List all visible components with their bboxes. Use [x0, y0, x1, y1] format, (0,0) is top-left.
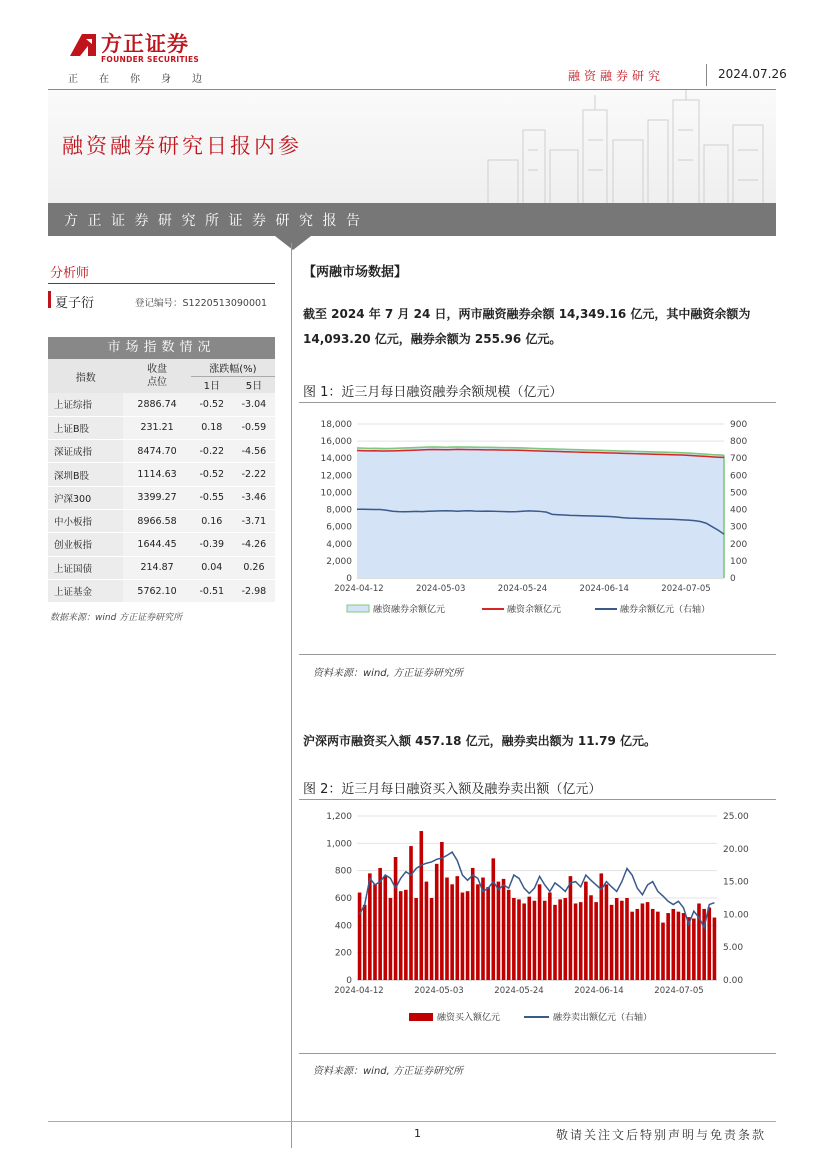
bar-financing-buy [389, 898, 393, 980]
y-left-tick-label: 14,000 [320, 454, 352, 465]
bar-financing-buy [569, 876, 573, 980]
bar-financing-buy [373, 884, 377, 980]
bar-financing-buy [461, 893, 465, 980]
y-left-tick-label: 6,000 [326, 522, 352, 533]
x-tick-label: 2024-07-05 [661, 584, 711, 594]
bar-financing-buy [543, 901, 547, 980]
legend-swatch-financing-buy [409, 1013, 433, 1021]
column-divider [291, 243, 292, 1148]
cell-d1: 0.16 [191, 509, 233, 532]
y-left-tick-label: 1,000 [326, 839, 352, 850]
bar-financing-buy [445, 878, 449, 981]
y-left-tick-label: 16,000 [320, 437, 352, 448]
table-row [48, 579, 275, 602]
table-row [48, 463, 275, 486]
disclaimer-note: 敬请关注文后特别声明与免责条款 [556, 1128, 767, 1142]
cell-close: 5762.10 [123, 579, 190, 602]
y-right-tick-label: 600 [730, 471, 748, 482]
col-5d: 5日 [233, 376, 275, 393]
y-right-tick-label: 0 [730, 574, 736, 584]
report-title: 融资融券研究日报内参 [62, 134, 302, 158]
bar-financing-buy [522, 903, 526, 980]
y-right-tick-label: 20.00 [723, 844, 749, 855]
cell-name: 深圳B股 [48, 463, 123, 486]
col-1d: 1日 [191, 376, 233, 393]
page-number: 1 [414, 1127, 421, 1140]
y-left-tick-label: 0 [346, 976, 352, 986]
legend-label-total: 融资融券余额亿元 [373, 605, 446, 615]
figure2-top-rule [299, 799, 776, 800]
bar-financing-buy [687, 917, 691, 980]
section-heading: 【两融市场数据】 [303, 265, 408, 280]
cell-close: 214.87 [123, 556, 190, 579]
bar-financing-buy [563, 898, 567, 980]
figure2-chart [299, 804, 776, 1032]
analyst-registration: 登记编号：S1220513090001 [135, 298, 268, 309]
analyst-rule [48, 283, 275, 284]
legend-label-lending: 融券余额亿元（右轴） [620, 605, 711, 615]
bar-financing-buy [651, 909, 655, 980]
y-left-tick-label: 4,000 [326, 539, 352, 550]
cell-d1: 0.04 [191, 556, 233, 579]
x-tick-label: 2024-04-12 [334, 986, 384, 996]
cell-close: 8966.58 [123, 509, 190, 532]
y-right-tick-label: 25.00 [723, 812, 749, 822]
market-table-source: 数据来源：wind 方正证券研究所 [50, 613, 183, 623]
bar-financing-buy [440, 842, 444, 980]
bar-financing-buy [471, 868, 475, 980]
cell-d5: 0.26 [233, 556, 275, 579]
bar-financing-buy [646, 902, 650, 980]
bar-financing-buy [512, 898, 516, 980]
table-row [48, 416, 275, 439]
bar-financing-buy [399, 891, 403, 980]
bar-financing-buy [394, 857, 398, 980]
y-right-tick-label: 300 [730, 522, 748, 533]
legend-label-financing-buy: 融资买入额亿元 [437, 1013, 501, 1023]
cell-d1: -0.22 [191, 440, 233, 463]
col-change: 涨跌幅(%) [191, 359, 275, 376]
y-left-tick-label: 8,000 [326, 505, 352, 516]
figure2-caption: 图 2：近三月每日融资买入额及融券卖出额（亿元） [303, 782, 602, 797]
table-row [48, 440, 275, 463]
x-tick-label: 2024-06-14 [579, 584, 629, 594]
bar-financing-buy [502, 879, 506, 980]
report-subtitle: 方正证券研究所证券研究报告 [64, 213, 370, 229]
x-tick-label: 2024-05-24 [497, 584, 548, 594]
bar-financing-buy [589, 895, 593, 980]
bar-financing-buy [533, 901, 537, 980]
cell-name: 上证B股 [48, 416, 123, 439]
cell-name: 深证成指 [48, 440, 123, 463]
table-row [48, 486, 275, 509]
bar-financing-buy [574, 903, 578, 980]
slogan: 正在你身边 [68, 74, 223, 85]
x-tick-label: 2024-05-24 [494, 986, 544, 996]
bar-financing-buy [630, 912, 634, 980]
bar-financing-buy [476, 884, 480, 980]
cell-d5: -3.71 [233, 509, 275, 532]
cell-d5: -2.22 [233, 463, 275, 486]
bar-financing-buy [517, 899, 521, 980]
figure1-caption: 图 1：近三月每日融资融券余额规模（亿元） [303, 385, 563, 400]
bar-financing-buy [656, 912, 660, 980]
cell-close: 231.21 [123, 416, 190, 439]
bar-financing-buy [455, 876, 459, 980]
legend-swatch-total [347, 605, 369, 612]
y-right-tick-label: 700 [730, 454, 748, 465]
figure1-top-rule [299, 402, 776, 403]
bar-financing-buy [713, 918, 717, 980]
bar-financing-buy [425, 882, 429, 980]
header-divider [706, 64, 707, 86]
cell-name: 中小板指 [48, 509, 123, 532]
footer-rule [48, 1121, 776, 1122]
brand-name-en: FOUNDER SECURITIES [101, 55, 200, 64]
x-tick-label: 2024-04-12 [334, 584, 384, 594]
cell-d1: -0.55 [191, 486, 233, 509]
cell-name: 上证基金 [48, 579, 123, 602]
cell-d1: -0.52 [191, 393, 233, 416]
x-tick-label: 2024-05-03 [414, 986, 464, 996]
bar-financing-buy [661, 923, 665, 980]
table-row [48, 556, 275, 579]
y-left-tick-label: 400 [334, 921, 352, 932]
y-left-tick-label: 600 [334, 894, 352, 904]
bar-financing-buy [707, 908, 711, 980]
figure2-source: 资料来源：wind, 方正证券研究所 [313, 1066, 463, 1077]
bar-financing-buy [594, 902, 598, 980]
analyst-name: 夏子衍 [55, 296, 95, 311]
y-left-tick-label: 12,000 [320, 471, 352, 482]
figure2-bottom-rule [299, 1053, 776, 1054]
cell-d5: -2.98 [233, 579, 275, 602]
report-date: 2024.07.26 [718, 67, 787, 81]
cell-d5: -4.56 [233, 440, 275, 463]
legend-label-short-sell: 融券卖出额亿元（右轴） [553, 1013, 653, 1023]
bar-financing-buy [579, 902, 583, 980]
bar-financing-buy [538, 884, 542, 980]
trading-paragraph: 沪深两市融资买入额 457.18 亿元，融券卖出额为 11.79 亿元。 [303, 734, 656, 748]
bar-financing-buy [409, 846, 413, 980]
y-right-tick-label: 0.00 [723, 976, 744, 986]
report-category: 融资融券研究 [568, 69, 665, 83]
y-left-tick-label: 0 [346, 574, 352, 584]
cell-close: 3399.27 [123, 486, 190, 509]
bar-financing-buy [553, 905, 557, 980]
balance-paragraph: 截至 2024 年 7 月 24 日，两市融资融券余额 14,349.16 亿元，其中融资余额为 14,093.20 亿元，融券余额为 255.96 亿元。 [303, 307, 751, 346]
bar-financing-buy [414, 898, 418, 980]
y-right-tick-label: 100 [730, 556, 748, 567]
col-close: 收盘 点位 [123, 359, 190, 393]
bar-financing-buy [677, 912, 681, 980]
cell-d1: -0.39 [191, 533, 233, 556]
bar-financing-buy [692, 919, 696, 981]
y-right-tick-label: 500 [730, 488, 748, 499]
bar-financing-buy [558, 899, 562, 980]
market-table-title: 市场指数情况 [48, 337, 275, 359]
bar-financing-buy [625, 898, 629, 980]
figure1-bottom-rule [299, 654, 776, 655]
cell-d1: -0.51 [191, 579, 233, 602]
bar-financing-buy [615, 898, 619, 980]
bar-financing-buy [666, 913, 670, 980]
bar-financing-buy [497, 882, 501, 980]
analyst-heading: 分析师 [50, 266, 90, 281]
cell-d1: 0.18 [191, 416, 233, 439]
bar-financing-buy [584, 882, 588, 980]
bar-financing-buy [404, 890, 408, 980]
market-index-table [48, 359, 275, 603]
bar-financing-buy [363, 905, 367, 980]
bar-financing-buy [527, 897, 531, 980]
bar-financing-buy [635, 909, 639, 980]
cell-d5: -3.46 [233, 486, 275, 509]
bar-financing-buy [491, 858, 495, 980]
bar-notch [275, 236, 311, 250]
col-index: 指数 [48, 359, 123, 393]
bar-financing-buy [450, 884, 454, 980]
cell-close: 1114.63 [123, 463, 190, 486]
bar-financing-buy [481, 878, 485, 981]
x-tick-label: 2024-06-14 [574, 986, 624, 996]
table-row [48, 393, 275, 416]
y-left-tick-label: 800 [334, 866, 352, 877]
y-right-tick-label: 900 [730, 420, 748, 430]
y-left-tick-label: 10,000 [320, 488, 352, 499]
bar-financing-buy [383, 876, 387, 980]
x-tick-label: 2024-07-05 [654, 986, 704, 996]
founder-logo-icon [68, 30, 98, 60]
cell-name: 创业板指 [48, 533, 123, 556]
cell-d5: -3.04 [233, 393, 275, 416]
y-right-tick-label: 10.00 [723, 910, 749, 921]
bar-financing-buy [671, 909, 675, 980]
bar-financing-buy [358, 893, 362, 980]
bar-financing-buy [610, 905, 614, 980]
cell-close: 1644.45 [123, 533, 190, 556]
cell-name: 沪深300 [48, 486, 123, 509]
bar-financing-buy [466, 891, 470, 980]
cell-close: 2886.74 [123, 393, 190, 416]
y-right-tick-label: 15.00 [723, 877, 749, 888]
bar-financing-buy [378, 868, 382, 980]
bar-financing-buy [486, 887, 490, 980]
table-row [48, 509, 275, 532]
cell-name: 上证国债 [48, 556, 123, 579]
cell-d5: -4.26 [233, 533, 275, 556]
table-row [48, 533, 275, 556]
cell-d5: -0.59 [233, 416, 275, 439]
bar-financing-buy [620, 901, 624, 980]
cell-name: 上证综指 [48, 393, 123, 416]
y-right-tick-label: 400 [730, 505, 748, 516]
analyst-marker [48, 291, 51, 308]
brand-name: 方正证券 [101, 32, 189, 56]
bar-financing-buy [548, 893, 552, 980]
series-area-total-balance [357, 447, 724, 578]
y-right-tick-label: 800 [730, 437, 748, 448]
y-left-tick-label: 1,200 [326, 812, 352, 822]
y-left-tick-label: 2,000 [326, 556, 352, 567]
legend-label-financing: 融资余额亿元 [507, 605, 562, 615]
series-line-short-sell [360, 852, 715, 927]
bar-financing-buy [605, 884, 609, 980]
bar-financing-buy [419, 831, 423, 980]
bar-financing-buy [641, 903, 645, 980]
bar-financing-buy [507, 890, 511, 980]
figure1-source: 资料来源：wind, 方正证券研究所 [313, 668, 463, 679]
y-right-tick-label: 5.00 [723, 943, 744, 954]
bar-financing-buy [682, 913, 686, 980]
figure1-chart [299, 408, 776, 626]
x-tick-label: 2024-05-03 [416, 584, 466, 594]
y-left-tick-label: 18,000 [320, 420, 352, 430]
cell-close: 8474.70 [123, 440, 190, 463]
cell-d1: -0.52 [191, 463, 233, 486]
y-left-tick-label: 200 [334, 948, 352, 959]
bar-financing-buy [430, 898, 434, 980]
bar-financing-buy [368, 873, 372, 980]
bar-financing-buy [435, 864, 439, 980]
y-right-tick-label: 200 [730, 539, 748, 550]
